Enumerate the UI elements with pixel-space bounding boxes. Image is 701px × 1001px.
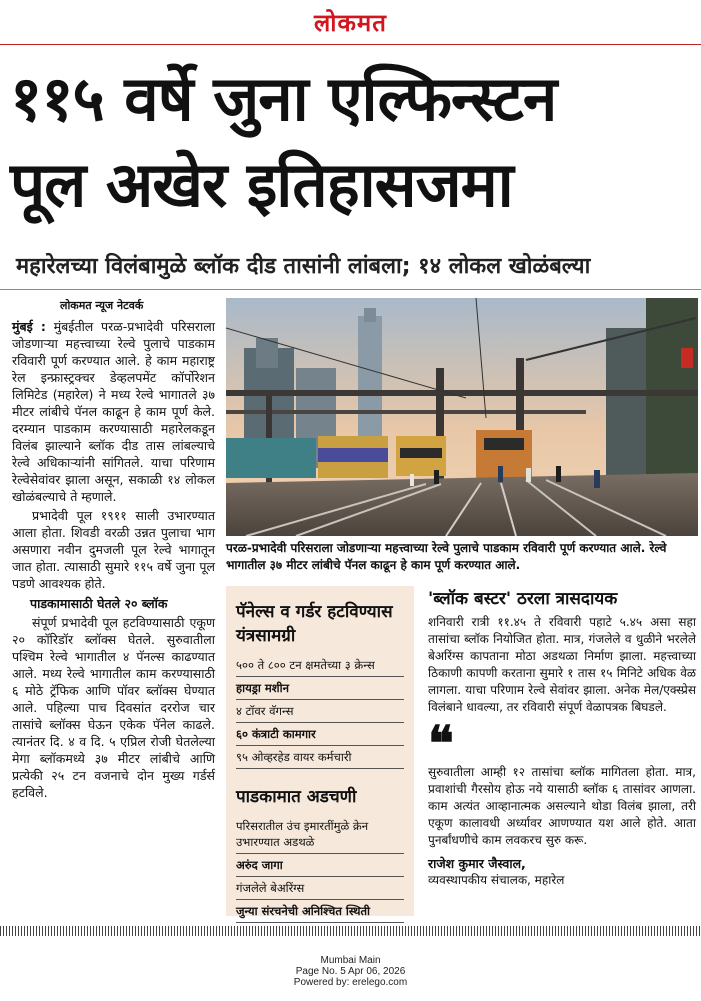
list-item: हायड्रा मशीन — [236, 677, 404, 700]
machinery-list — [226, 654, 414, 769]
divider — [0, 289, 701, 290]
article-body-right — [428, 588, 696, 889]
headline-line-1: ११५ वर्षे जुना एल्फिन्स्टन — [10, 62, 557, 135]
lokmat-logo[interactable]: लोकमत — [314, 8, 387, 37]
pull-quote: सुरुवातीला आम्ही १२ तासांचा ब्लॉक मागितला होता. मात्र, प्रवाशांची गैरसोय होऊ नये यासाठी ब्लॉक ६ तासांवर आणला. काम अत्यंत आव्हानात्मक असल्याने थोडा विलंब झाला, तरी एकूण कालावधी अर्ध्यावर आणण्यात यश आले होते. आता पुनर्बांधणीचे काम लवकरच सुरु करू. — [428, 765, 696, 847]
headline-line-2: पूल अखेर इतिहासजमा — [10, 148, 513, 221]
page-date: Page No. 5 Apr 06, 2026 — [295, 966, 406, 977]
dateline: मुंबई : — [12, 319, 46, 334]
quote-mark-icon: ❝ — [428, 716, 454, 772]
paragraph-2: प्रभादेवी पूल १९११ साली उभारण्यात आला होता. शिवडी वरळी उन्नत पुलाचा भाग असणारा नवीन दुमजली पूल रेल्वे भागातून जात होता. त्यासाठी सुमारे ११५ वर्षे जुना पूल पडणे आवश्यक होते. — [12, 508, 215, 591]
list-item: परिसरातील उंच इमारतींमुळे क्रेन उभारण्यात अडथळे — [236, 815, 404, 854]
quote-author: राजेश कुमार जैस्वाल, — [428, 856, 526, 871]
list-item: ६० कंत्राटी कामगार — [236, 723, 404, 746]
edition: Mumbai Main — [320, 955, 381, 966]
subheadline: महारेलच्या विलंबामुळे ब्लॉक दीड तासांनी लांबला; १४ लोकल खोळंबल्या — [16, 254, 591, 279]
list-item: ९५ ओव्हरहेड वायर कर्मचारी — [236, 746, 404, 769]
list-item: ५०० ते ८०० टन क्षमतेच्या ३ क्रेन्स — [236, 654, 404, 677]
powered-by-link[interactable]: Powered by: erelego.com — [293, 977, 408, 988]
box-heading-machinery: पॅनेल्स व गर्डर हटविण्यास यंत्रसामग्री — [236, 602, 393, 646]
right-heading: 'ब्लॉक बस्टर' ठरला त्रासदायक — [428, 589, 618, 609]
page-footer — [0, 955, 701, 988]
difficulties-list — [226, 815, 414, 923]
list-item: अरुंद जागा — [236, 854, 404, 877]
list-item: जुन्या संरचनेची अनिश्चित स्थिती — [236, 900, 404, 923]
info-box — [226, 586, 414, 916]
list-item: गंजलेले बेअरिंग्स — [236, 877, 404, 900]
bridge-demolition-photo — [226, 298, 698, 536]
article-body-left — [12, 318, 215, 803]
headline — [10, 56, 700, 228]
paragraph-1: मुंबई : मुंबईतील परळ-प्रभादेवी परिसराला जोडणाऱ्या महत्त्वाच्या रेल्वे पुलाचे पाडकाम रविवारी पूर्ण करण्यात आले. हे काम महाराष्ट्र रेल इन्फ्रास्ट्रक्चर डेव्हलपमेंट कॉर्पोरेशन लिमिटेड (महारेल) ने मध्य रेल्वे भागातले ३७ मीटर लांबीचे पॅनल काढून हे काम पूर्ण केले. दरम्यान पाडकाम करण्यासाठी महारेलकडून विलंब झाल्याने ब्लॉक दीड तास लांबल्याचे रेल्वे अधिकाऱ्यांनी सांगितले. याचा परिणाम रेल्वेसेवांवर झाला असून, सकाळी १४ लोकल खोळंबल्याचे ते म्हणाले. — [12, 319, 215, 504]
quote-author-title: व्यवस्थापकीय संचालक, महारेल — [428, 873, 565, 887]
subsection-heading: पाडकामासाठी घेतले २० ब्लॉक — [30, 596, 168, 611]
list-item: ४ टॉवर वॅगन्स — [236, 700, 404, 723]
masthead — [0, 0, 701, 45]
page-border — [0, 926, 701, 936]
paragraph-3: संपूर्ण प्रभादेवी पूल हटविण्यासाठी एकूण २० कॉरिडॉर ब्लॉक्स घेतले. सुरुवातीला पश्चिम रेल्वे भागातील ४ पॅनल्स काढण्यात आले. मध्य रेल्वे भागातील काम करण्यासाठी ६ मोठे ट्रॅफिक आणि पॉवर ब्लॉक्स घेण्यात आले. पहिल्या पाच दिवसांत दररोज चार तासांचे ब्लॉक्स घेऊन एकेक पॅनेल काढले. त्यानंतर दि. ४ व दि. ५ एप्रिल रोजी घेतलेल्या मेगा ब्लॉकमध्ये ३७ मीटर लांबीचे आणि प्रत्येकी २५ टन वजनाचे दोन मुख्य गर्डर्स हटविले. — [12, 615, 215, 800]
right-paragraph: शनिवारी रात्री ११.४५ ते रविवारी पहाटे ५.४५ असा सहा तासांचा ब्लॉक नियोजित होता. मात्र, गंजलेले व धुळीने भरलेले बेअरिंग्स कापताना मोठा अडथळा निर्माण झाला. महत्त्वाच्या ठिकाणी कापणी करताना सुमारे १ तास १५ मिनिटे अधिक वेळ लागला. याचा परिणाम रेल्वे सेवांवर झाला. अनेक मेल/एक्स्प्रेस विलंबाने धावल्या, तर रविवारी संपूर्ण वेळापत्रक बिघडले. — [428, 615, 696, 714]
photo-caption: परळ-प्रभादेवी परिसराला जोडणाऱ्या महत्त्वाच्या रेल्वे पुलाचे पाडकाम रविवारी पूर्ण करण्यात आले. रेल्वे भागातील ३७ मीटर लांबीचे पॅनल काढून हे काम पूर्ण करण्यात आले. — [226, 541, 667, 572]
box-heading-difficulties: पाडकामात अडचणी — [236, 787, 357, 807]
byline: लोकमत न्यूज नेटवर्क — [60, 299, 144, 312]
